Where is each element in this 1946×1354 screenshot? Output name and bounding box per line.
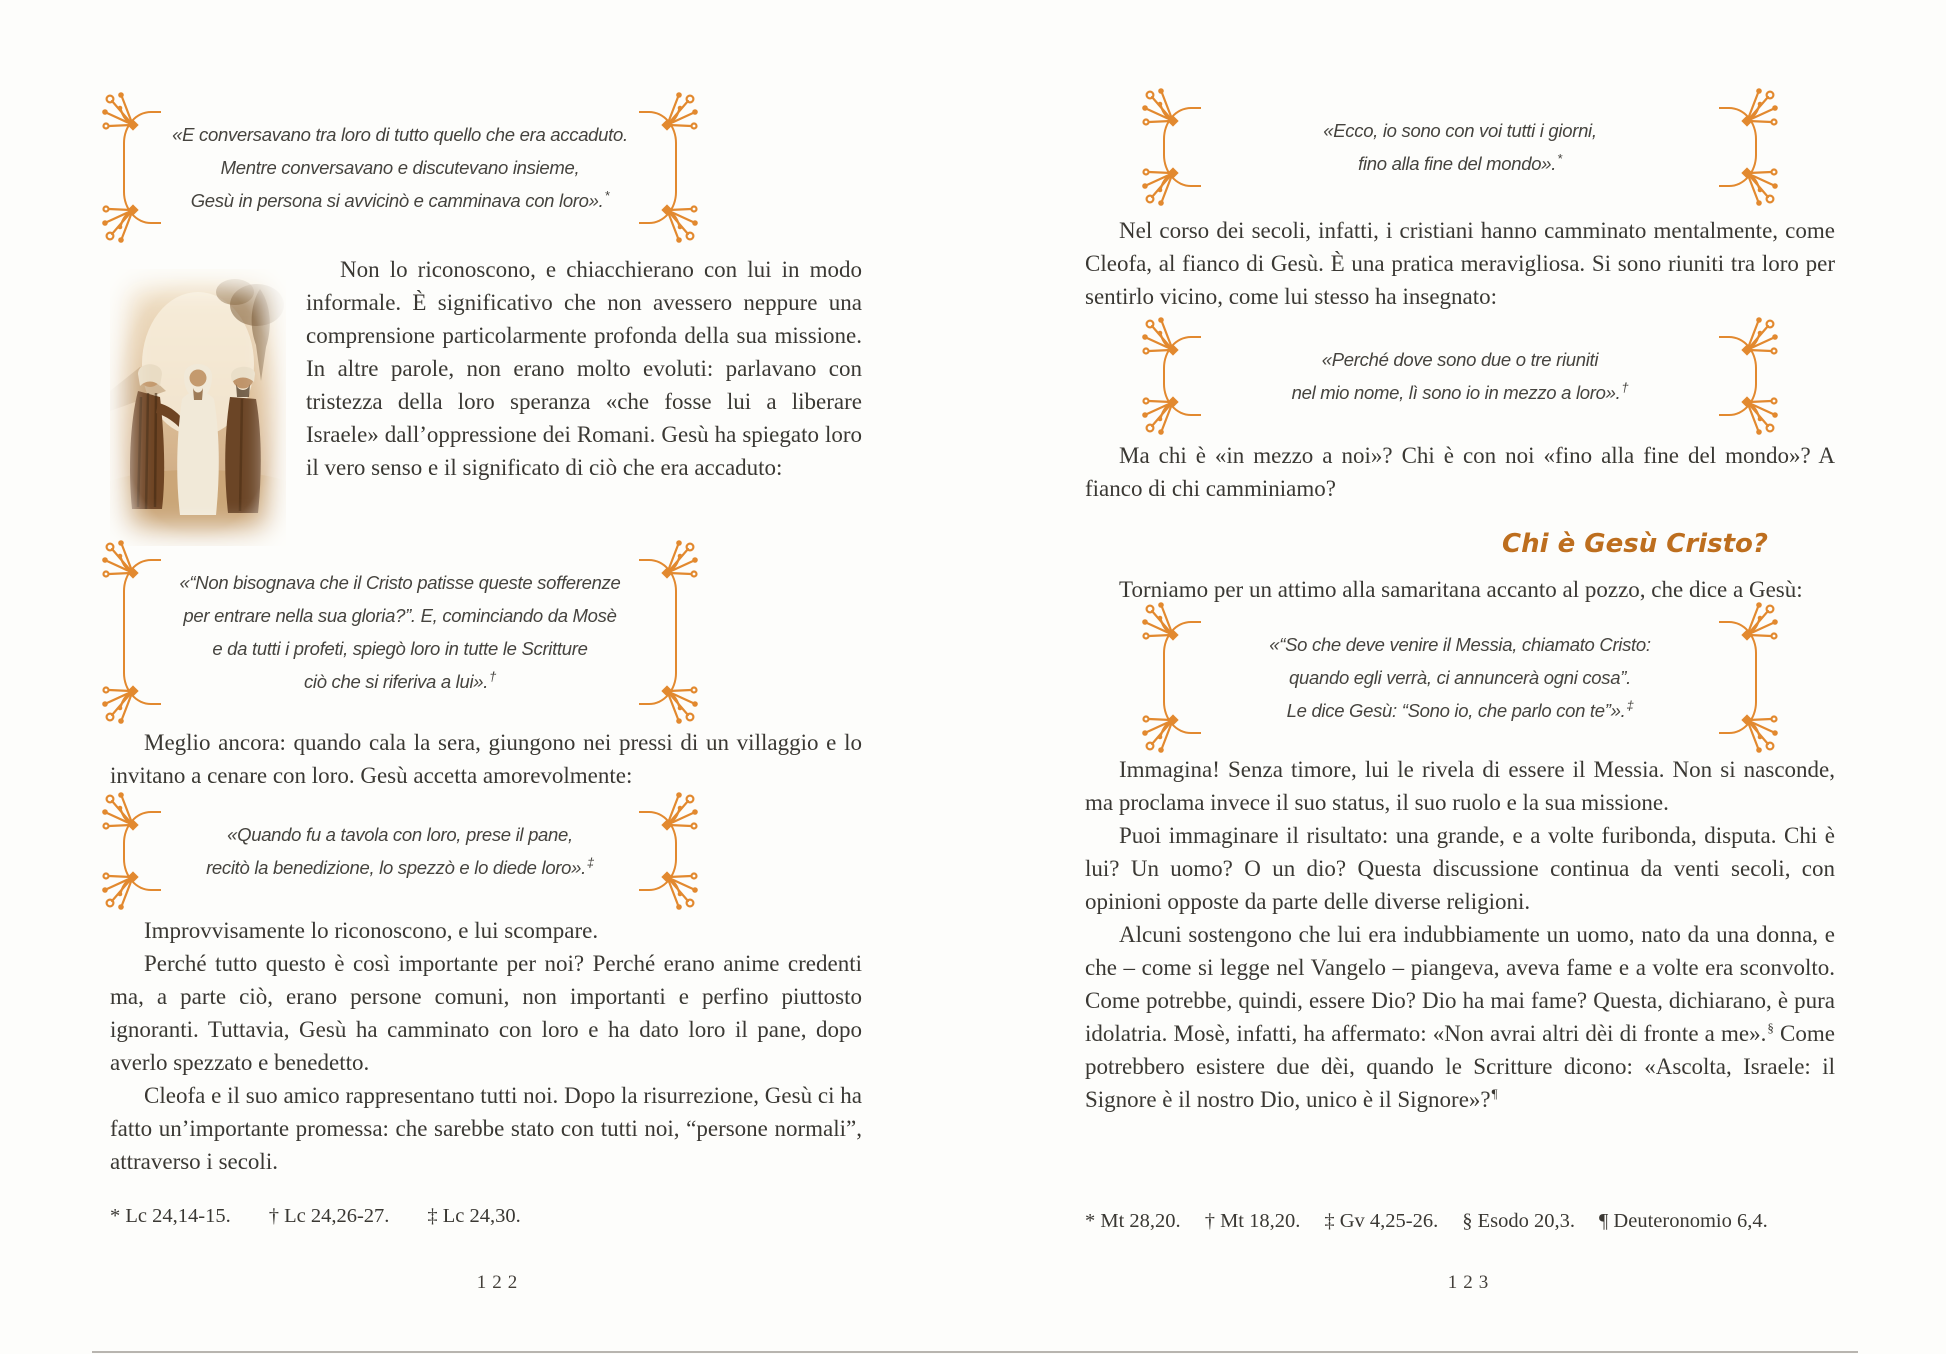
body-paragraph: Meglio ancora: quando cala la sera, giungono nei pressi di un villaggio e lo invitano a cenare con loro. Gesù accetta amorevolmente: [110, 730, 862, 788]
floral-burst-icon [95, 787, 145, 837]
quote-text [162, 806, 638, 896]
footnote-item: ‡ Gv 4,25-26. [1324, 1210, 1439, 1232]
quote-ornament-left [1150, 331, 1202, 421]
body-paragraph: Perché tutto questo è così importante per noi? Perché erano anime credenti ma, a parte ciò, erano persone comuni, non importanti e perfino piuttosto ignoranti. Tuttavia, Gesù ha camminato con loro e ha dato loro il pane, dopo averlo spezzato e benedetto. [110, 951, 862, 1075]
floral-burst-icon [655, 535, 705, 585]
quote-ornament-left [1150, 102, 1202, 192]
body-paragraph: Nel corso dei secoli, infatti, i cristiani hanno camminato mentalmente, come Cleofa, al fianco di Gesù. È una pratica meravigliosa. Si sono riuniti tra loro per sentirlo vicino, come lui stesso ha insegnato: [1085, 218, 1835, 309]
floral-burst-icon [1735, 312, 1785, 362]
emmaus-walk-illustration [110, 269, 286, 546]
body-paragraph: Puoi immaginare il risultato: una grande, e a volte furibonda, disputa. Chi è lui? Un uomo? O un dio? Questa discussione continua da venti secoli, con opinioni opposte da parte delle diverse religioni. [1085, 823, 1835, 914]
scripture-quote-block [1150, 331, 1770, 421]
quote-line: Gesù in persona si avvicinò e camminava con loro».* [190, 187, 610, 211]
quote-text [1202, 331, 1718, 421]
quote-line: «Ecco, io sono con voi tutti i giorni, [1323, 120, 1597, 141]
floral-burst-icon [1735, 597, 1785, 647]
scripture-quote-block [1150, 102, 1770, 192]
body-paragraph: Non lo riconoscono, e chiacchierano con lui in modo informale. È significativo che non avessero neppure una comprensione particolarmente profonda della sua missione. In altre parole, non erano molto evoluti: parlavano con tristezza della loro speranza «che fosse lui a liberare Israele» dall’oppressione dei Romani. Gesù ha spiegato loro il vero senso e il significato di ciò che era accaduto: [306, 257, 862, 480]
body-paragraph: Ma chi è «in mezzo a noi»? Chi è con noi «fino alla fine del mondo»? A fianco di chi camminiamo? [1085, 443, 1835, 501]
quote-ornament-left [110, 554, 162, 710]
scripture-quote-block [110, 806, 690, 896]
floral-burst-icon [1735, 390, 1785, 440]
floral-burst-icon [1135, 83, 1185, 133]
body-paragraph: Torniamo per un attimo alla samaritana accanto al pozzo, che dice a Gesù: [1119, 577, 1803, 602]
body-paragraph: Immagina! Senza timore, lui le rivela di essere il Messia. Non si nasconde, ma proclama invece il suo status, il suo ruolo e la sua missione. [1085, 757, 1835, 815]
floral-burst-icon [1135, 597, 1185, 647]
quote-ornament-right [638, 554, 690, 710]
quote-line: ciò che si riferiva a lui».† [303, 668, 497, 692]
body-paragraph: Cleofa e il suo amico rappresentano tutti noi. Dopo la risurrezione, Gesù ci ha fatto un’importante promessa: che sarebbe stato con tutti noi, “persone normali”, attraverso i secoli. [110, 1083, 862, 1174]
quote-ornament-right [638, 106, 690, 229]
floral-burst-icon [655, 787, 705, 837]
footnote-marker-sup: ‡ [1626, 697, 1634, 713]
quote-ornament-left [110, 106, 162, 229]
footnote-marker-sup: ‡ [587, 854, 594, 870]
quote-line: fino alla fine del mondo».* [1358, 150, 1562, 174]
quote-line: Le dice Gesù: “Sono io, che parlo con te”».‡ [1286, 697, 1634, 721]
footnote-marker-sup: * [604, 187, 610, 203]
page-number: 122 [476, 1272, 524, 1293]
footnote-marker-sup: † [1621, 379, 1629, 395]
quote-text [162, 106, 638, 229]
footnotes [110, 1205, 559, 1228]
page-number: 123 [1447, 1272, 1495, 1293]
scripture-quote-block [110, 554, 690, 710]
floral-burst-icon [1135, 708, 1185, 758]
floral-burst-icon [1135, 390, 1185, 440]
footnotes [1085, 1210, 1792, 1233]
floral-burst-icon [95, 679, 145, 729]
footnote-marker-sup: ¶ [1491, 1086, 1498, 1102]
floral-burst-icon [655, 865, 705, 915]
footnote-item: † Lc 24,26-27. [268, 1205, 390, 1227]
quote-line: «E conversavano tra loro di tutto quello che era accaduto. [172, 124, 628, 145]
figure-paragraph [110, 253, 862, 484]
floral-burst-icon [95, 865, 145, 915]
footnote-item: ‡ Lc 24,30. [427, 1205, 521, 1227]
floral-burst-icon [1735, 708, 1785, 758]
quote-line: «“Non bisognava che il Cristo patisse queste sofferenze [179, 572, 621, 593]
floral-burst-icon [1135, 312, 1185, 362]
floral-burst-icon [655, 198, 705, 248]
body-paragraph: Improvvisamente lo riconoscono, e lui scompare. [144, 918, 599, 943]
floral-burst-icon [1735, 83, 1785, 133]
quote-line: nel mio nome, lì sono io in mezzo a loro».† [1291, 379, 1629, 403]
quote-line: «“So che deve venire il Messia, chiamato Cristo: [1269, 634, 1651, 655]
quote-line: «Quando fu a tavola con loro, prese il pane, [227, 824, 573, 845]
page-left [110, 0, 862, 1354]
page-bottom-edge [92, 1351, 1858, 1354]
scripture-quote-block [1150, 616, 1770, 739]
page-right [1085, 0, 1835, 1354]
scripture-quote-block [110, 106, 690, 229]
quote-ornament-right [1718, 331, 1770, 421]
quote-text [162, 554, 638, 710]
floral-burst-icon [655, 679, 705, 729]
quote-ornament-right [638, 806, 690, 896]
floral-burst-icon [95, 198, 145, 248]
floral-burst-icon [1135, 161, 1185, 211]
section-heading: Chi è Gesù Cristo? [1502, 529, 1768, 559]
footnote-item: ¶ Deuteronomio 6,4. [1599, 1210, 1768, 1232]
quote-ornament-left [1150, 616, 1202, 739]
emmaus-walk-photo [110, 269, 286, 546]
quote-text [1202, 616, 1718, 739]
footnote-item: * Lc 24,14-15. [110, 1205, 231, 1227]
quote-text [1202, 102, 1718, 192]
quote-line: «Perché dove sono due o tre riuniti [1321, 349, 1599, 370]
quote-ornament-right [1718, 102, 1770, 192]
footnote-item: § Esodo 20,3. [1462, 1210, 1576, 1232]
floral-burst-icon [95, 87, 145, 137]
quote-line: Mentre conversavano e discutevano insieme, [220, 157, 580, 178]
footnote-item: * Mt 28,20. [1085, 1210, 1181, 1232]
quote-line: e da tutti i profeti, spiegò loro in tutte le Scritture [212, 638, 588, 659]
footnote-marker-sup: † [489, 668, 497, 684]
footnote-marker-sup: § [1767, 1020, 1774, 1036]
quote-line: quando egli verrà, ci annuncerà ogni cosa”. [1289, 667, 1631, 688]
footnote-item: † Mt 18,20. [1204, 1210, 1301, 1232]
quote-line: per entrare nella sua gloria?”. E, cominciando da Mosè [183, 605, 617, 626]
floral-burst-icon [1735, 161, 1785, 211]
quote-ornament-right [1718, 616, 1770, 739]
floral-burst-icon [95, 535, 145, 585]
floral-burst-icon [655, 87, 705, 137]
quote-ornament-left [110, 806, 162, 896]
footnote-marker-sup: * [1557, 150, 1562, 166]
body-paragraph: Alcuni sostengono che lui era indubbiamente un uomo, nato da una donna, e che – come si legge nel Vangelo – piangeva, aveva fame e a volte era sconvolto. Come potrebbe, quindi, essere Dio? Dio ha mai fame? Questa, dichiarano, è pura idolatria. Mosè, infatti, ha affermato: «Non avrai altri dèi di fronte a me».§ Come potrebbero esistere due dèi, quando le Scritture dicono: «Ascolta, Israele: il Signore è il nostro Dio, unico è il Signore»?¶ [1085, 922, 1835, 1112]
quote-line: recitò la benedizione, lo spezzò e lo diede loro».‡ [206, 854, 594, 878]
